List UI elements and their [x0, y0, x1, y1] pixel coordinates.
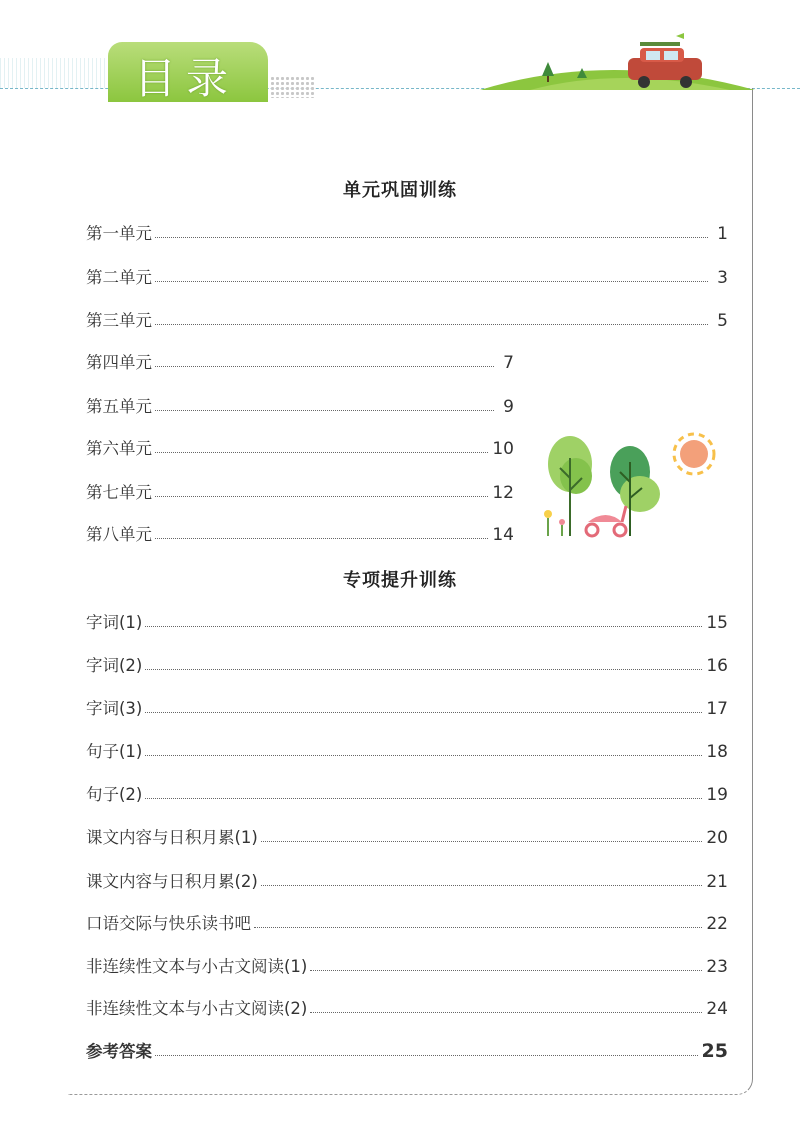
toc-label: 第二单元 — [86, 268, 152, 287]
toc-label: 第五单元 — [86, 397, 152, 416]
dot-leader — [254, 927, 702, 928]
tree-icon — [610, 446, 660, 536]
toc-item-unit-5[interactable] — [86, 391, 514, 417]
toc-item-words-3[interactable] — [86, 693, 728, 719]
toc-page-number: 9 — [503, 397, 514, 417]
toc-label: 第四单元 — [86, 353, 152, 372]
toc-page-number: 22 — [706, 914, 728, 934]
dot-leader — [155, 366, 494, 367]
toc-label: 非连续性文本与小古文阅读(2) — [86, 999, 308, 1018]
dot-leader — [145, 755, 702, 756]
toc-label: 第六单元 — [86, 439, 152, 458]
toc-item-sentences-2[interactable] — [86, 779, 728, 805]
dot-leader — [155, 324, 708, 325]
title-tab — [108, 42, 268, 102]
toc-item-nonlinear-1[interactable] — [86, 951, 728, 977]
sun-icon — [674, 434, 714, 474]
toc-label: 字词(2) — [86, 656, 143, 675]
toc-item-text-content-2[interactable] — [86, 866, 728, 892]
car-icon — [628, 33, 702, 88]
toc-item-nonlinear-2[interactable] — [86, 993, 728, 1019]
toc-page-number: 10 — [492, 439, 514, 459]
flower-icon — [544, 510, 565, 536]
dot-leader — [145, 626, 702, 627]
dot-leader — [155, 237, 708, 238]
section-title-units: 单元巩固训练 — [343, 180, 457, 201]
toc-item-unit-8[interactable] — [86, 519, 514, 545]
dot-leader — [310, 970, 702, 971]
toc-item-unit-3[interactable] — [86, 305, 728, 331]
toc-item-unit-6[interactable] — [86, 433, 514, 459]
toc-page-number: 14 — [492, 525, 514, 545]
toc-page-number: 17 — [706, 699, 728, 719]
dot-leader — [155, 1055, 698, 1056]
toc-label: 句子(2) — [86, 785, 143, 804]
dot-leader — [145, 669, 702, 670]
toc-page-number: 7 — [503, 353, 514, 373]
toc-page-number: 12 — [492, 483, 514, 503]
toc-page-number: 23 — [706, 957, 728, 977]
page-title: 目录 — [134, 54, 239, 103]
toc-page-number: 19 — [706, 785, 728, 805]
toc-label: 字词(1) — [86, 613, 143, 632]
toc-label: 第一单元 — [86, 224, 152, 243]
toc-item-unit-4[interactable] — [86, 347, 514, 373]
dot-leader — [310, 1012, 702, 1013]
toc-label: 口语交际与快乐读书吧 — [86, 914, 251, 933]
dot-leader — [155, 410, 494, 411]
toc-page-number: 21 — [706, 872, 728, 892]
dot-leader — [261, 841, 702, 842]
trees-sun-scooter-illustration — [536, 418, 726, 542]
toc-label: 课文内容与日积月累(1) — [86, 828, 258, 847]
toc-page-number: 3 — [717, 268, 728, 288]
toc-label: 第八单元 — [86, 525, 152, 544]
toc-page-number: 24 — [706, 999, 728, 1019]
toc-label: 课文内容与日积月累(2) — [86, 872, 258, 891]
toc-item-sentences-1[interactable] — [86, 736, 728, 762]
dot-leader — [261, 885, 702, 886]
toc-item-words-1[interactable] — [86, 607, 728, 633]
toc-item-words-2[interactable] — [86, 650, 728, 676]
toc-label: 句子(1) — [86, 742, 143, 761]
dot-leader — [145, 798, 702, 799]
scooter-icon — [586, 506, 626, 536]
toc-label: 非连续性文本与小古文阅读(1) — [86, 957, 308, 976]
toc-item-oral-reading[interactable] — [86, 908, 728, 934]
toc-page-number: 18 — [706, 742, 728, 762]
toc-page-number: 16 — [706, 656, 728, 676]
toc-page-number: 15 — [706, 613, 728, 633]
dot-leader — [155, 452, 488, 453]
toc-item-answers[interactable] — [86, 1036, 728, 1062]
header-stripes — [0, 58, 116, 88]
dot-leader — [155, 496, 488, 497]
section-title-special: 专项提升训练 — [343, 570, 457, 591]
dot-leader — [155, 281, 708, 282]
hill-car-illustration — [470, 30, 760, 92]
toc-item-unit-2[interactable] — [86, 262, 728, 288]
toc-label: 第七单元 — [86, 483, 152, 502]
toc-page-number: 1 — [717, 224, 728, 244]
toc-page-number: 5 — [717, 311, 728, 331]
tree-icon — [548, 436, 592, 536]
dot-leader — [145, 712, 702, 713]
toc-item-text-content-1[interactable] — [86, 822, 728, 848]
toc-label: 字词(3) — [86, 699, 143, 718]
toc-label: 参考答案 — [86, 1042, 152, 1061]
toc-page-number: 25 — [701, 1040, 728, 1062]
toc-label: 第三单元 — [86, 311, 152, 330]
dot-leader — [155, 538, 488, 539]
toc-item-unit-1[interactable] — [86, 218, 728, 244]
title-dot-pattern — [270, 76, 316, 98]
toc-item-unit-7[interactable] — [86, 477, 514, 503]
toc-page-number: 20 — [706, 828, 728, 848]
